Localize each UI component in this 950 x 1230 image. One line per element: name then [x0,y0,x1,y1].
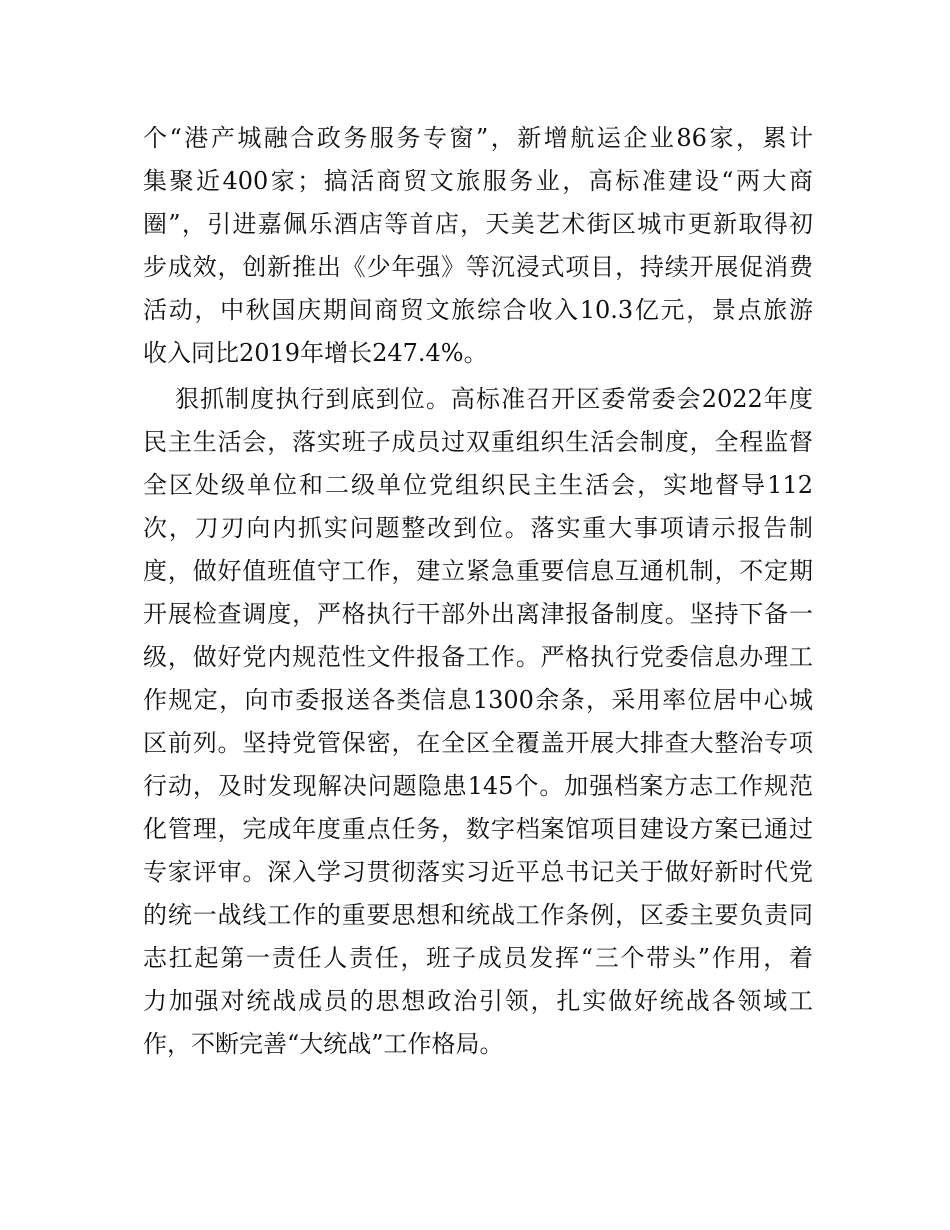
paragraph-2-line-1: 狠抓制度执行到底到位。高标准召开区委常委会2022年度 [175,385,813,413]
paragraph-2-line-2: 民主生活会，落实班子成员过双重组织生活会制度，全程监督 [143,428,813,456]
paragraph-2-line-7: 级，做好党内规范性文件报备工作。严格执行党委信息办理工 [143,643,813,671]
paragraph-1-line-3: 圈”，引进嘉佩乐酒店等首店，天美艺术街区城市更新取得初 [143,210,813,238]
paragraph-1-line-5: 活动，中秋国庆期间商贸文旅综合收入10.3亿元，景点旅游 [143,296,813,324]
paragraph-2-line-3: 全区处级单位和二级单位党组织民主生活会，实地督导112 [143,471,813,499]
paragraph-2-line-6: 开展检查调度，严格执行干部外出离津报备制度。坚持下备一 [143,600,813,628]
paragraph-2-line-14: 志扛起第一责任人责任，班子成员发挥“三个带头”作用，着 [143,944,813,972]
paragraph-2-line-10: 行动，及时发现解决问题隐患145个。加强档案方志工作规范 [143,772,813,800]
paragraph-2-line-13: 的统一战线工作的重要思想和统战工作条例，区委主要负责同 [143,901,813,929]
paragraph-1-line-6: 收入同比2019年增长247.4%。 [143,339,488,367]
paragraph-2-line-4: 次，刀刃向内抓实问题整改到位。落实重大事项请示报告制 [143,514,813,542]
paragraph-1-line-1: 个“港产城融合政务服务专窗”，新增航运企业86家，累计 [143,124,813,152]
paragraph-2-line-15: 力加强对统战成员的思想政治引领，扎实做好统战各领域工 [143,987,813,1015]
paragraph-1-line-2: 集聚近400家；搞活商贸文旅服务业，高标准建设“两大商 [143,167,813,195]
paragraph-2-line-16: 作，不断完善“大统战”工作格局。 [143,1030,504,1058]
paragraph-2-line-12: 专家评审。深入学习贯彻落实习近平总书记关于做好新时代党 [143,858,813,886]
paragraph-2-line-8: 作规定，向市委报送各类信息1300余条，采用率位居中心城 [143,686,813,714]
paragraph-2-line-5: 度，做好值班值守工作，建立紧急重要信息互通机制，不定期 [143,557,813,585]
paragraph-2-line-9: 区前列。坚持党管保密，在全区全覆盖开展大排查大整治专项 [143,729,813,757]
paragraph-1-line-4: 步成效，创新推出《少年强》等沉浸式项目，持续开展促消费 [143,253,813,281]
paragraph-2-line-11: 化管理，完成年度重点任务，数字档案馆项目建设方案已通过 [143,815,813,843]
